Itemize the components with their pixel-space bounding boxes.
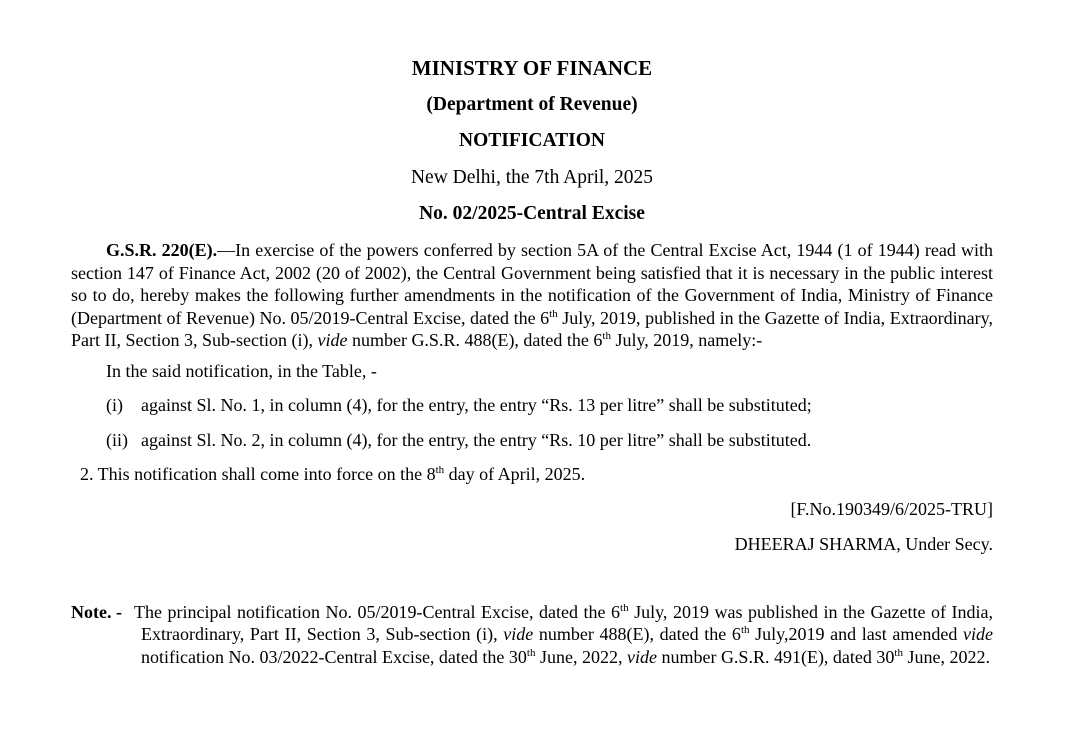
notification-number: No. 02/2025-Central Excise (419, 203, 645, 224)
note-label: Note. - (71, 601, 122, 622)
document-page (71, 54, 993, 668)
table-intro: In the said notification, in the Table, - (106, 360, 377, 381)
date-line: New Delhi, the 7th April, 2025 (410, 167, 654, 188)
amendment-item: (i) against Sl. No. 1, in column (4), for the entry, the entry “Rs. 13 per litre” shall be substituted; (106, 395, 812, 415)
ministry-title: MINISTRY OF FINANCE (411, 56, 653, 80)
signatory: DHEERAJ SHARMA, Under Secy. (734, 534, 993, 554)
note-section (71, 601, 993, 669)
commencement-paragraph: 2. This notification shall come into force on the 8th day of April, 2025. (80, 464, 586, 484)
note-text: The principal notification No. 05/2019-Central Excise, dated the 6th July, 2019 was published in the Gazette of India, Extraordinary, Part II, Section 3, Sub-section (i), vide number 488(E), dated the 6th July,2019 and last amended vide notification No. 03/2022-Central Excise, dated the 30th June, 2022, vide number G.S.R. 491(E), dated 30th June, 2022. (134, 601, 994, 667)
notification-heading: NOTIFICATION (459, 130, 605, 151)
amendment-item: (ii) against Sl. No. 2, in column (4), for the entry, the entry “Rs. 10 per litre” shall be substituted. (106, 429, 812, 450)
department-title: (Department of Revenue) (426, 94, 638, 115)
main-paragraph: G.S.R. 220(E).—In exercise of the powers conferred by section 5A of the Central Excise Act, 1944 (1 of 1944) read with section 147 of Finance Act, 2002 (20 of 2002), the Central Government being satisfied that it is necessary in the public interest so to do, hereby makes the following further amendments in the notification of the Government of India, Ministry of Finance (Department of Revenue) No. 05/2019-Central Excise, dated the 6th July, 2019, published in the Gazette of India, Extraordinary, Part II, Section 3, Sub-section (i), vide number G.S.R. 488(E), dated the 6th July, 2019, namely:- (71, 240, 993, 350)
gsr-number: G.S.R. 220(E). (106, 240, 218, 260)
file-number: [F.No.190349/6/2025-TRU] (790, 498, 993, 519)
